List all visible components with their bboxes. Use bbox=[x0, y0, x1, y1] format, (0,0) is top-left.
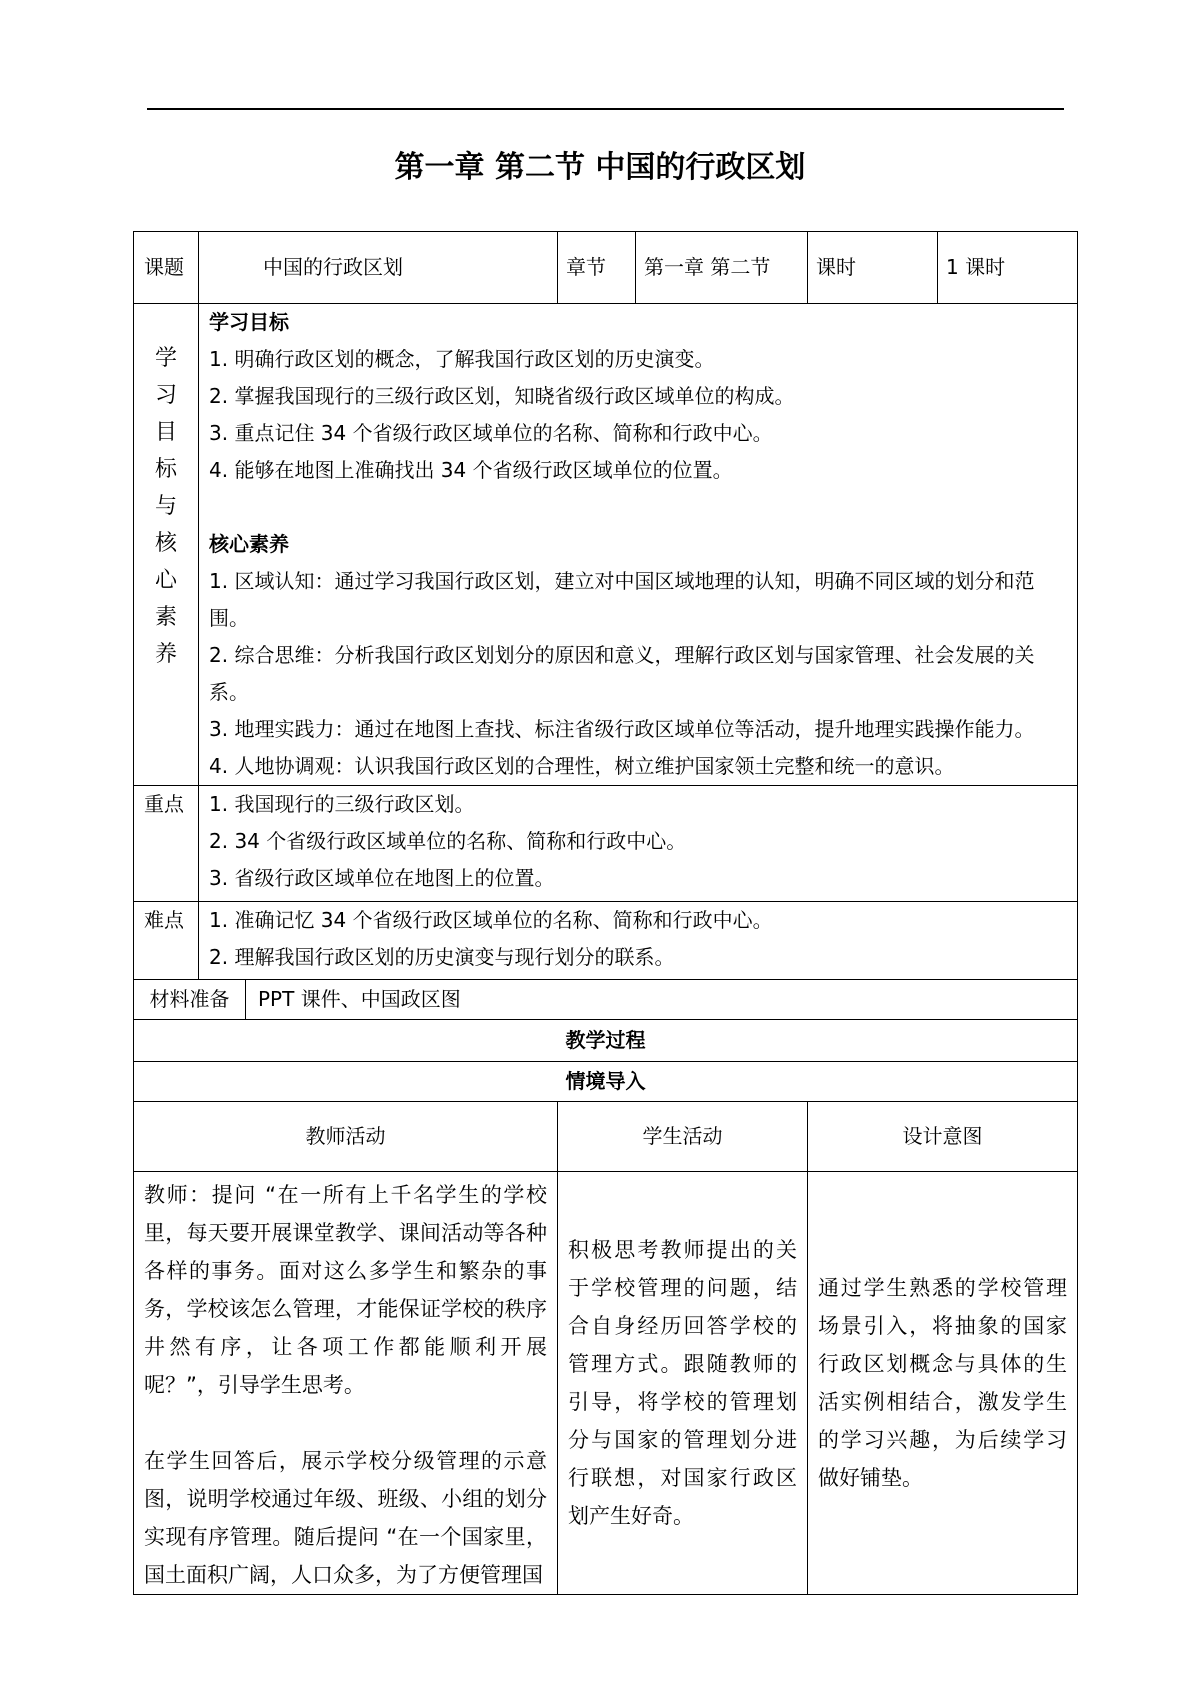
side-char: 习 bbox=[154, 383, 177, 408]
design-intent-text: 通过学生熟悉的学校管理场景引入，将抽象的国家行政区划概念与具体的生活实例相结合，激发学生的学习兴趣，为后续学习做好铺垫。 bbox=[818, 1276, 1067, 1490]
difficulties-content bbox=[199, 902, 1078, 980]
difficulties-row bbox=[134, 902, 1078, 980]
spacer bbox=[209, 489, 1069, 526]
difficulties-label: 难点 bbox=[134, 902, 199, 980]
difficulty-item: 1. 准确记忆 34 个省级行政区域单位的名称、简称和行政中心。 bbox=[209, 908, 773, 932]
goal-item: 4. 能够在地图上准确找出 34 个省级行政区域单位的位置。 bbox=[209, 458, 733, 482]
core-item: 2. 综合思维：分析我国行政区划划分的原因和意义，理解行政区划与国家管理、社会发展的关系。 bbox=[209, 643, 1035, 704]
objectives-content bbox=[199, 304, 1078, 786]
header-rule bbox=[147, 108, 1064, 110]
side-char: 核 bbox=[154, 531, 177, 556]
period-label: 课时 bbox=[808, 232, 938, 304]
side-char: 素 bbox=[154, 605, 177, 630]
side-char: 与 bbox=[154, 494, 177, 519]
key-point-item: 1. 我国现行的三级行政区划。 bbox=[209, 792, 475, 816]
key-point-item: 3. 省级行政区域单位在地图上的位置。 bbox=[209, 866, 555, 890]
side-char: 养 bbox=[154, 642, 177, 667]
design-intent bbox=[808, 1172, 1078, 1595]
goal-item: 3. 重点记住 34 个省级行政区域单位的名称、简称和行政中心。 bbox=[209, 421, 773, 445]
core-item: 1. 区域认知：通过学习我国行政区划，建立对中国区域地理的认知，明确不同区域的划分和范围。 bbox=[209, 569, 1035, 630]
teacher-activity-p2: 在学生回答后，展示学校分级管理的示意图，说明学校通过年级、班级、小组的划分实现有序管理。随后提问 “在一个国家里，国土面积广阔，人口众多，为了方便管理国 bbox=[144, 1449, 547, 1587]
topic-label: 课题 bbox=[134, 232, 199, 304]
key-point-item: 2. 34 个省级行政区域单位的名称、简称和行政中心。 bbox=[209, 829, 687, 853]
key-points-row bbox=[134, 786, 1078, 902]
teacher-activity bbox=[134, 1172, 558, 1595]
student-activity-text: 积极思考教师提出的关于学校管理的问题，结合自身经历回答学校的管理方式。跟随教师的引导，将学校的管理划分与国家的管理划分进行联想，对国家行政区划产生好奇。 bbox=[568, 1238, 797, 1528]
process-heading: 教学过程 bbox=[134, 1020, 1078, 1062]
materials-value: PPT 课件、中国政区图 bbox=[246, 980, 1078, 1020]
column-header-teacher: 教师活动 bbox=[134, 1102, 558, 1172]
objectives-side-label bbox=[134, 304, 199, 786]
process-heading-row bbox=[134, 1020, 1078, 1062]
period-value: 1 课时 bbox=[938, 232, 1078, 304]
page-title: 第一章 第二节 中国的行政区划 bbox=[394, 150, 806, 185]
key-points-content bbox=[199, 786, 1078, 902]
info-row bbox=[134, 232, 1078, 304]
goals-heading: 学习目标 bbox=[209, 310, 289, 334]
side-char: 标 bbox=[154, 457, 177, 482]
chapter-value: 第一章 第二节 bbox=[636, 232, 808, 304]
core-item: 4. 人地协调观：认识我国行政区划的合理性，树立维护国家领土完整和统一的意识。 bbox=[209, 754, 955, 778]
side-char: 学 bbox=[154, 346, 177, 371]
core-heading: 核心素养 bbox=[209, 532, 289, 556]
student-activity bbox=[558, 1172, 808, 1595]
materials-label: 材料准备 bbox=[134, 980, 246, 1020]
key-points-label: 重点 bbox=[134, 786, 199, 902]
teacher-activity-p1: 教师：提问 “在一所有上千名学生的学校里，每天要开展课堂教学、课间活动等各种各样的事务。面对这么多学生和繁杂的事务，学校该怎么管理，才能保证学校的秩序井然有序，让各项工作都能顺利开展呢？”，引导学生思考。 bbox=[144, 1183, 547, 1397]
lesson-plan-table bbox=[133, 231, 1078, 1595]
section-heading: 情境导入 bbox=[134, 1062, 1078, 1102]
difficulty-item: 2. 理解我国行政区划的历史演变与现行划分的联系。 bbox=[209, 945, 675, 969]
side-char: 目 bbox=[154, 420, 177, 445]
section-heading-row bbox=[134, 1062, 1078, 1102]
objectives-row bbox=[134, 304, 1078, 786]
goal-item: 1. 明确行政区划的概念，了解我国行政区划的历史演变。 bbox=[209, 347, 715, 371]
topic-value: 中国的行政区划 bbox=[199, 232, 558, 304]
core-item: 3. 地理实践力：通过在地图上查找、标注省级行政区域单位等活动，提升地理实践操作能力。 bbox=[209, 717, 1035, 741]
activity-row bbox=[134, 1172, 1078, 1595]
column-header-student: 学生活动 bbox=[558, 1102, 808, 1172]
goal-item: 2. 掌握我国现行的三级行政区划，知晓省级行政区域单位的构成。 bbox=[209, 384, 795, 408]
columns-header-row bbox=[134, 1102, 1078, 1172]
side-char: 心 bbox=[154, 568, 177, 593]
materials-row bbox=[134, 980, 1078, 1020]
chapter-label: 章节 bbox=[558, 232, 636, 304]
column-header-design: 设计意图 bbox=[808, 1102, 1078, 1172]
